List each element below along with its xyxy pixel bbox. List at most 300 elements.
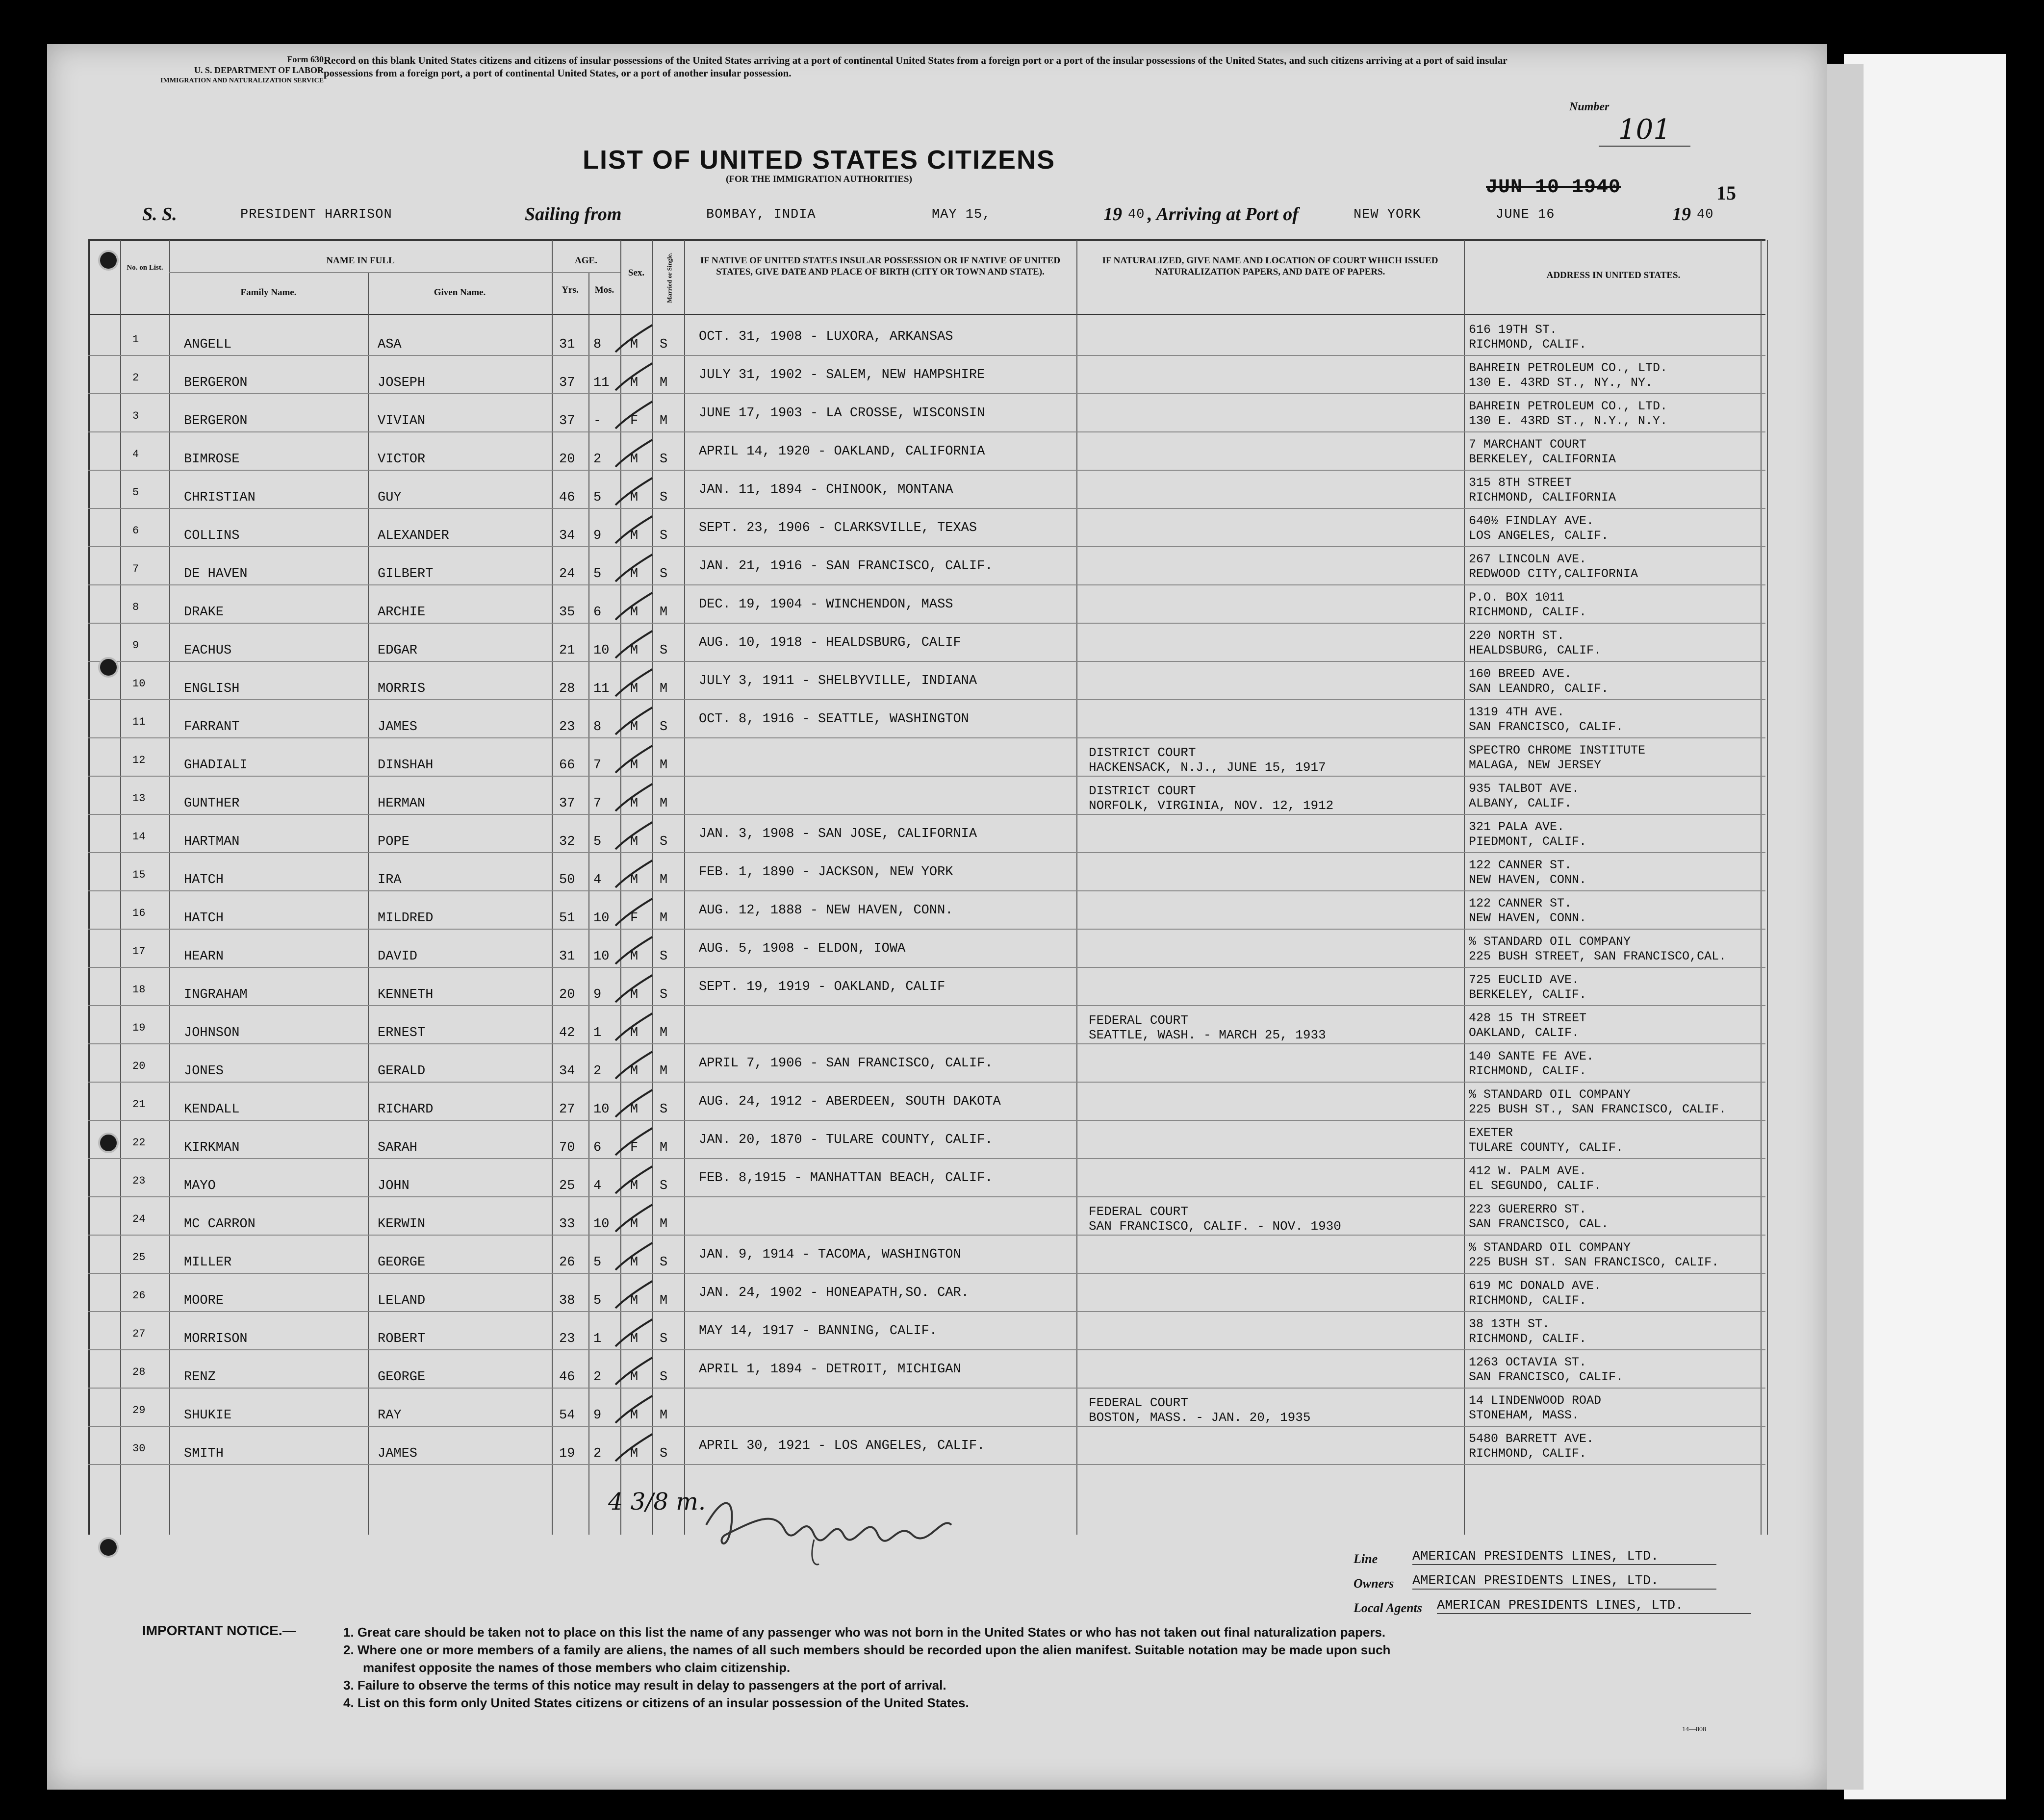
- given-name: ROBERT: [378, 1332, 426, 1346]
- table-row: [0, 585, 1662, 624]
- court-name: FEDERAL COURT: [1089, 1013, 1188, 1028]
- marital-status: S: [660, 1446, 668, 1461]
- marital-status: M: [660, 1293, 668, 1308]
- family-name: RENZ: [184, 1370, 216, 1385]
- given-name: MORRIS: [378, 682, 426, 696]
- given-name: ERNEST: [378, 1026, 426, 1040]
- arriving-label: , Arriving at Port of: [1148, 204, 1299, 225]
- row-number: 7: [132, 563, 139, 575]
- court-name: FEDERAL COURT: [1089, 1395, 1188, 1410]
- row-number: 4: [132, 448, 139, 460]
- marital-status: S: [660, 490, 668, 505]
- birth-info: SEPT. 23, 1906 - CLARKSVILLE, TEXAS: [699, 521, 977, 535]
- birth-info: OCT. 8, 1916 - SEATTLE, WASHINGTON: [699, 712, 969, 727]
- col-name: NAME IN FULL: [326, 255, 395, 266]
- address-line1: 122 CANNER ST.: [1469, 896, 1572, 910]
- row-number: 11: [132, 716, 146, 728]
- family-name: JOHNSON: [184, 1026, 240, 1040]
- given-name: ARCHIE: [378, 605, 426, 620]
- number-label: Number: [1569, 101, 1610, 113]
- table-row: [0, 968, 1662, 1006]
- age-months: 4: [593, 1179, 602, 1193]
- department: U. S. DEPARTMENT OF LABOR: [194, 65, 324, 75]
- page-number: 15: [1716, 182, 1736, 204]
- row-number: 29: [132, 1404, 146, 1416]
- marital-status: M: [660, 1408, 668, 1423]
- family-name: MORRISON: [184, 1332, 248, 1346]
- check-mark-icon: [611, 1164, 655, 1198]
- header-rule: [88, 314, 1765, 315]
- underlying-page: [1844, 54, 2006, 1799]
- row-number: 27: [132, 1328, 146, 1340]
- address-line2: OAKLAND, CALIF.: [1469, 1026, 1580, 1040]
- family-name: DRAKE: [184, 605, 224, 620]
- age-years: 70: [559, 1140, 575, 1155]
- given-name: JOHN: [378, 1179, 409, 1193]
- row-number: 19: [132, 1022, 146, 1034]
- family-name: ANGELL: [184, 337, 232, 352]
- marital-status: S: [660, 1255, 668, 1270]
- birth-info: APRIL 1, 1894 - DETROIT, MICHIGAN: [699, 1362, 961, 1377]
- age-months: 11: [593, 682, 610, 696]
- address-line2: 225 BUSH ST. SAN FRANCISCO, CALIF.: [1469, 1255, 1719, 1269]
- sex: M: [630, 490, 639, 505]
- table-row: [0, 1350, 1662, 1389]
- address-line2: 225 BUSH STREET, SAN FRANCISCO,CAL.: [1469, 949, 1727, 963]
- family-name: HATCH: [184, 911, 224, 926]
- sex: M: [630, 337, 639, 352]
- family-name: FARRANT: [184, 720, 240, 734]
- table-row: [0, 853, 1662, 891]
- table-row: [0, 1274, 1662, 1312]
- age-months: 9: [593, 987, 602, 1002]
- address-line2: REDWOOD CITY,CALIFORNIA: [1469, 567, 1638, 581]
- table-row: [0, 1159, 1662, 1197]
- address-line1: 7 MARCHANT COURT: [1469, 437, 1587, 452]
- check-mark-icon: [611, 1432, 655, 1466]
- family-name: BERGERON: [184, 414, 248, 429]
- number-value: 101: [1599, 114, 1690, 147]
- birth-info: SEPT. 19, 1919 - OAKLAND, CALIF: [699, 980, 945, 994]
- age-months: 4: [593, 873, 602, 887]
- page-subtitle: (FOR THE IMMIGRATION AUTHORITIES): [726, 174, 912, 184]
- row-number: 22: [132, 1137, 146, 1149]
- check-mark-icon: [611, 629, 655, 663]
- address-line1: 640½ FINDLAY AVE.: [1469, 514, 1594, 528]
- birth-info: AUG. 12, 1888 - NEW HAVEN, CONN.: [699, 903, 953, 918]
- address-line2: RICHMOND, CALIFORNIA: [1469, 490, 1616, 505]
- family-name: COLLINS: [184, 529, 240, 543]
- sex: M: [630, 758, 639, 773]
- court-location: BOSTON, MASS. - JAN. 20, 1935: [1089, 1410, 1311, 1425]
- address-line1: 1319 4TH AVE.: [1469, 705, 1565, 719]
- col-yrs: Yrs.: [562, 285, 579, 295]
- table-row: [0, 318, 1662, 356]
- address-line2: RICHMOND, CALIF.: [1469, 1064, 1587, 1078]
- row-number: 9: [132, 639, 139, 652]
- check-mark-icon: [611, 476, 655, 510]
- family-name: MILLER: [184, 1255, 232, 1270]
- marital-status: S: [660, 949, 668, 964]
- family-name: INGRAHAM: [184, 987, 248, 1002]
- age-years: 54: [559, 1408, 575, 1423]
- family-name: SMITH: [184, 1446, 224, 1461]
- row-number: 15: [132, 869, 146, 881]
- address-line2: TULARE COUNTY, CALIF.: [1469, 1140, 1624, 1155]
- given-name: ALEXANDER: [378, 529, 449, 543]
- court-name: FEDERAL COURT: [1089, 1204, 1188, 1219]
- age-years: 20: [559, 452, 575, 467]
- check-mark-icon: [611, 437, 655, 472]
- sex: F: [630, 911, 639, 926]
- address-line2: RICHMOND, CALIF.: [1469, 1293, 1587, 1308]
- check-mark-icon: [611, 361, 655, 395]
- arrive-year-prefix: 19: [1672, 204, 1691, 225]
- marital-status: S: [660, 1179, 668, 1193]
- punch-hole: [98, 657, 119, 678]
- birth-info: JAN. 21, 1916 - SAN FRANCISCO, CALIF.: [699, 559, 993, 574]
- given-name: DINSHAH: [378, 758, 434, 773]
- family-name: KIRKMAN: [184, 1140, 240, 1155]
- address-line2: 130 E. 43RD ST., NY., NY.: [1469, 376, 1653, 390]
- table-row: [0, 1006, 1662, 1044]
- family-name: MC CARRON: [184, 1217, 256, 1232]
- family-name: MOORE: [184, 1293, 224, 1308]
- row-number: 23: [132, 1175, 146, 1187]
- ship-line: [142, 203, 1741, 233]
- age-years: 37: [559, 376, 575, 390]
- row-number: 21: [132, 1098, 146, 1111]
- birth-info: JULY 31, 1902 - SALEM, NEW HAMPSHIRE: [699, 368, 985, 382]
- age-years: 23: [559, 1332, 575, 1346]
- check-mark-icon: [611, 1317, 655, 1351]
- marital-status: S: [660, 1370, 668, 1385]
- birth-info: APRIL 30, 1921 - LOS ANGELES, CALIF.: [699, 1439, 985, 1453]
- address-line1: BAHREIN PETROLEUM CO., LTD.: [1469, 361, 1668, 375]
- received-stamp: JUN 10 1940: [1486, 177, 1621, 199]
- birth-info: JAN. 11, 1894 - CHINOOK, MONTANA: [699, 482, 953, 497]
- address-line2: MALAGA, NEW JERSEY: [1469, 758, 1602, 772]
- check-mark-icon: [611, 858, 655, 892]
- sex: M: [630, 1102, 639, 1117]
- family-name: GHADIALI: [184, 758, 248, 773]
- age-months: 5: [593, 834, 602, 849]
- address-line2: SAN FRANCISCO, CALIF.: [1469, 1370, 1624, 1384]
- sail-date: MAY 15,: [932, 207, 991, 222]
- sex: M: [630, 1026, 639, 1040]
- age-years: 46: [559, 490, 575, 505]
- ship-name: PRESIDENT HARRISON: [240, 207, 392, 222]
- important-notice-heading: IMPORTANT NOTICE.—: [142, 1623, 296, 1638]
- birth-info: JUNE 17, 1903 - LA CROSSE, WISCONSIN: [699, 406, 985, 421]
- family-name: BIMROSE: [184, 452, 240, 467]
- given-name: JAMES: [378, 1446, 418, 1461]
- notice-1: 1. Great care should be taken not to place on this list the name of any passenger who was not born in the United States or who has not taken out final naturalization papers.: [343, 1625, 1386, 1640]
- marital-status: S: [660, 834, 668, 849]
- sex: F: [630, 1140, 639, 1155]
- given-name: GUY: [378, 490, 402, 505]
- address-line1: P.O. BOX 1011: [1469, 590, 1565, 605]
- given-name: KERWIN: [378, 1217, 426, 1232]
- address-line2: BERKELEY, CALIF.: [1469, 987, 1587, 1002]
- form-code: 14—808: [1682, 1726, 1706, 1733]
- marital-status: M: [660, 682, 668, 696]
- marital-status: S: [660, 643, 668, 658]
- address-line1: % STANDARD OIL COMPANY: [1469, 1240, 1631, 1255]
- given-name: EDGAR: [378, 643, 418, 658]
- check-mark-icon: [611, 973, 655, 1007]
- sex: M: [630, 720, 639, 734]
- row-number: 12: [132, 754, 146, 766]
- check-mark-icon: [611, 820, 655, 854]
- age-years: 24: [559, 567, 575, 581]
- table-row: [0, 1083, 1727, 1121]
- age-years: 26: [559, 1255, 575, 1270]
- sex: M: [630, 452, 639, 467]
- age-years: 31: [559, 949, 575, 964]
- given-name: JOSEPH: [378, 376, 426, 390]
- row-number: 2: [132, 372, 139, 384]
- marital-status: M: [660, 911, 668, 926]
- row-number: 13: [132, 792, 146, 805]
- family-name: SHUKIE: [184, 1408, 232, 1423]
- check-mark-icon: [611, 667, 655, 701]
- address-line1: SPECTRO CHROME INSTITUTE: [1469, 743, 1646, 758]
- marital-status: M: [660, 796, 668, 811]
- number-field: [1569, 101, 1731, 146]
- marital-status: S: [660, 337, 668, 352]
- sex: M: [630, 567, 639, 581]
- table-row: [0, 700, 1662, 738]
- sex: M: [630, 643, 639, 658]
- table-row: [0, 394, 1668, 432]
- age-years: 51: [559, 911, 575, 926]
- col-birth: IF NATIVE OF UNITED STATES INSULAR POSSESSION OR IF NATIVE OF UNITED STATES, GIVE DATE AND PLACE OF BIRTH (CITY OR TOWN AND STATE).: [700, 255, 1061, 277]
- address-line2: ALBANY, CALIF.: [1469, 796, 1572, 810]
- col-family: Family Name.: [240, 287, 297, 298]
- check-mark-icon: [611, 705, 655, 739]
- age-months: 2: [593, 1370, 602, 1385]
- age-years: 34: [559, 1064, 575, 1079]
- notice-3: 3. Failure to observe the terms of this notice may result in delay to passengers at the port of arrival.: [343, 1678, 946, 1693]
- address-line2: NEW HAVEN, CONN.: [1469, 911, 1587, 925]
- birth-info: MAY 14, 1917 - BANNING, CALIF.: [699, 1324, 938, 1339]
- sex: M: [630, 1446, 639, 1461]
- page-title: LIST OF UNITED STATES CITIZENS: [583, 145, 1055, 175]
- age-months: 5: [593, 490, 602, 505]
- family-name: BERGERON: [184, 376, 248, 390]
- birth-info: AUG. 24, 1912 - ABERDEEN, SOUTH DAKOTA: [699, 1094, 1001, 1109]
- address-line1: 14 LINDENWOOD ROAD: [1469, 1393, 1602, 1408]
- address-line1: 315 8TH STREET: [1469, 476, 1572, 490]
- age-months: 10: [593, 1217, 610, 1232]
- marital-status: S: [660, 1102, 668, 1117]
- sex: M: [630, 1179, 639, 1193]
- address-line2: STONEHAM, MASS.: [1469, 1408, 1580, 1422]
- address-line2: HEALDSBURG, CALIF.: [1469, 643, 1602, 657]
- age-years: 28: [559, 682, 575, 696]
- birth-info: APRIL 7, 1906 - SAN FRANCISCO, CALIF.: [699, 1056, 993, 1071]
- address-line2: SAN LEANDRO, CALIF.: [1469, 682, 1609, 696]
- age-months: -: [593, 414, 602, 429]
- birth-info: AUG. 10, 1918 - HEALDSBURG, CALIF: [699, 635, 961, 650]
- age-months: 8: [593, 720, 602, 734]
- given-name: DAVID: [378, 949, 418, 964]
- age-years: 33: [559, 1217, 575, 1232]
- age-years: 66: [559, 758, 575, 773]
- court-name: DISTRICT COURT: [1089, 784, 1196, 798]
- address-line2: RICHMOND, CALIF.: [1469, 1446, 1587, 1461]
- family-name: JONES: [184, 1064, 224, 1079]
- given-name: GILBERT: [378, 567, 434, 581]
- check-mark-icon: [611, 1126, 655, 1160]
- marital-status: M: [660, 414, 668, 429]
- address-line1: 38 13TH ST.: [1469, 1317, 1550, 1331]
- age-months: 7: [593, 796, 602, 811]
- age-months: 9: [593, 529, 602, 543]
- signature: [696, 1481, 971, 1569]
- sex: M: [630, 1255, 639, 1270]
- marital-status: S: [660, 1332, 668, 1346]
- check-mark-icon: [611, 323, 655, 357]
- row-number: 6: [132, 525, 139, 537]
- age-months: 11: [593, 376, 610, 390]
- family-name: KENDALL: [184, 1102, 240, 1117]
- marital-status: M: [660, 758, 668, 773]
- age-months: 10: [593, 643, 610, 658]
- owners-value: AMERICAN PRESIDENTS LINES, LTD.: [1412, 1574, 1716, 1590]
- address-line1: 220 NORTH ST.: [1469, 629, 1565, 643]
- check-mark-icon: [611, 552, 655, 586]
- marital-status: S: [660, 452, 668, 467]
- family-name: HATCH: [184, 873, 224, 887]
- address-line1: % STANDARD OIL COMPANY: [1469, 1087, 1631, 1102]
- marital-status: M: [660, 1064, 668, 1079]
- table-row: [0, 1389, 1662, 1427]
- row-number: 30: [132, 1442, 146, 1455]
- sex: M: [630, 1064, 639, 1079]
- address-line2: SAN FRANCISCO, CAL.: [1469, 1217, 1609, 1231]
- address-line1: 140 SANTE FE AVE.: [1469, 1049, 1594, 1063]
- sex: M: [630, 682, 639, 696]
- check-mark-icon: [611, 1049, 655, 1084]
- arrive-year: 40: [1697, 207, 1714, 222]
- notice-2a: 2. Where one or more members of a family are aliens, the names of all such members should be recorded upon the alien manifest. Suitable notation may be made upon such: [343, 1643, 1391, 1657]
- row-number: 17: [132, 945, 146, 958]
- birth-info: JAN. 20, 1870 - TULARE COUNTY, CALIF.: [699, 1133, 993, 1147]
- court-location: NORFOLK, VIRGINIA, NOV. 12, 1912: [1089, 798, 1334, 813]
- table-row: [0, 1427, 1662, 1465]
- given-name: VICTOR: [378, 452, 426, 467]
- subheader-rule: [169, 272, 620, 273]
- address-line2: RICHMOND, CALIF.: [1469, 1332, 1587, 1346]
- birth-info: FEB. 8,1915 - MANHATTAN BEACH, CALIF.: [699, 1171, 993, 1186]
- age-months: 9: [593, 1408, 602, 1423]
- check-mark-icon: [611, 1355, 655, 1390]
- address-line2: RICHMOND, CALIF.: [1469, 337, 1587, 352]
- col-marital: Married or Single.: [665, 253, 673, 303]
- col-age: AGE.: [575, 255, 597, 266]
- row-number: 14: [132, 831, 146, 843]
- handwritten-note: 4 3/8 m.: [608, 1488, 706, 1516]
- check-mark-icon: [611, 1393, 655, 1428]
- check-mark-icon: [611, 514, 655, 548]
- family-name: CHRISTIAN: [184, 490, 256, 505]
- check-mark-icon: [611, 935, 655, 969]
- age-months: 6: [593, 605, 602, 620]
- agents-value: AMERICAN PRESIDENTS LINES, LTD.: [1437, 1598, 1751, 1614]
- row-number: 25: [132, 1251, 146, 1264]
- row-number: 18: [132, 984, 146, 996]
- address-line1: % STANDARD OIL COMPANY: [1469, 935, 1631, 949]
- punch-hole: [98, 1537, 119, 1558]
- address-line2: 225 BUSH ST., SAN FRANCISCO, CALIF.: [1469, 1102, 1727, 1116]
- age-years: 32: [559, 834, 575, 849]
- table-row: [0, 738, 1662, 777]
- col-rule: [1761, 240, 1762, 1535]
- row-number: 28: [132, 1366, 146, 1378]
- table-row: [0, 891, 1662, 930]
- address-line1: 1263 OCTAVIA ST.: [1469, 1355, 1587, 1369]
- sex: M: [630, 1293, 639, 1308]
- check-mark-icon: [611, 743, 655, 778]
- age-months: 10: [593, 1102, 610, 1117]
- birth-info: JAN. 9, 1914 - TACOMA, WASHINGTON: [699, 1247, 961, 1262]
- table-row: [0, 471, 1662, 509]
- table-row: [0, 509, 1662, 547]
- age-months: 6: [593, 1140, 602, 1155]
- address-line1: 321 PALA AVE.: [1469, 820, 1565, 834]
- family-name: GUNTHER: [184, 796, 240, 811]
- table-row: [0, 930, 1727, 968]
- table-row: [0, 1197, 1662, 1236]
- line-label: Line: [1354, 1552, 1378, 1566]
- marital-status: M: [660, 873, 668, 887]
- given-name: ASA: [378, 337, 402, 352]
- age-years: 21: [559, 643, 575, 658]
- row-number: 20: [132, 1060, 146, 1072]
- given-name: JAMES: [378, 720, 418, 734]
- court-location: HACKENSACK, N.J., JUNE 15, 1917: [1089, 760, 1326, 775]
- table-row: [0, 1121, 1662, 1159]
- address-line1: 5480 BARRETT AVE.: [1469, 1432, 1594, 1446]
- sailing-from: BOMBAY, INDIA: [706, 207, 816, 222]
- given-name: LELAND: [378, 1293, 426, 1308]
- form-header: [69, 54, 324, 86]
- age-years: 25: [559, 1179, 575, 1193]
- age-months: 10: [593, 911, 610, 926]
- given-name: GERALD: [378, 1064, 426, 1079]
- sex: M: [630, 1217, 639, 1232]
- age-months: 10: [593, 949, 610, 964]
- col-mos: Mos.: [594, 285, 614, 295]
- table-row: [0, 815, 1662, 853]
- row-number: 16: [132, 907, 146, 919]
- family-name: ENGLISH: [184, 682, 240, 696]
- check-mark-icon: [611, 782, 655, 816]
- age-years: 34: [559, 529, 575, 543]
- address-line1: 412 W. PALM AVE.: [1469, 1164, 1587, 1178]
- line-value: AMERICAN PRESIDENTS LINES, LTD.: [1412, 1549, 1716, 1565]
- family-name: HARTMAN: [184, 834, 240, 849]
- sex: M: [630, 1332, 639, 1346]
- given-name: GEORGE: [378, 1370, 426, 1385]
- sex: M: [630, 834, 639, 849]
- court-name: DISTRICT COURT: [1089, 745, 1196, 760]
- marital-status: M: [660, 1217, 668, 1232]
- address-line2: BERKELEY, CALIFORNIA: [1469, 452, 1616, 466]
- sex: M: [630, 987, 639, 1002]
